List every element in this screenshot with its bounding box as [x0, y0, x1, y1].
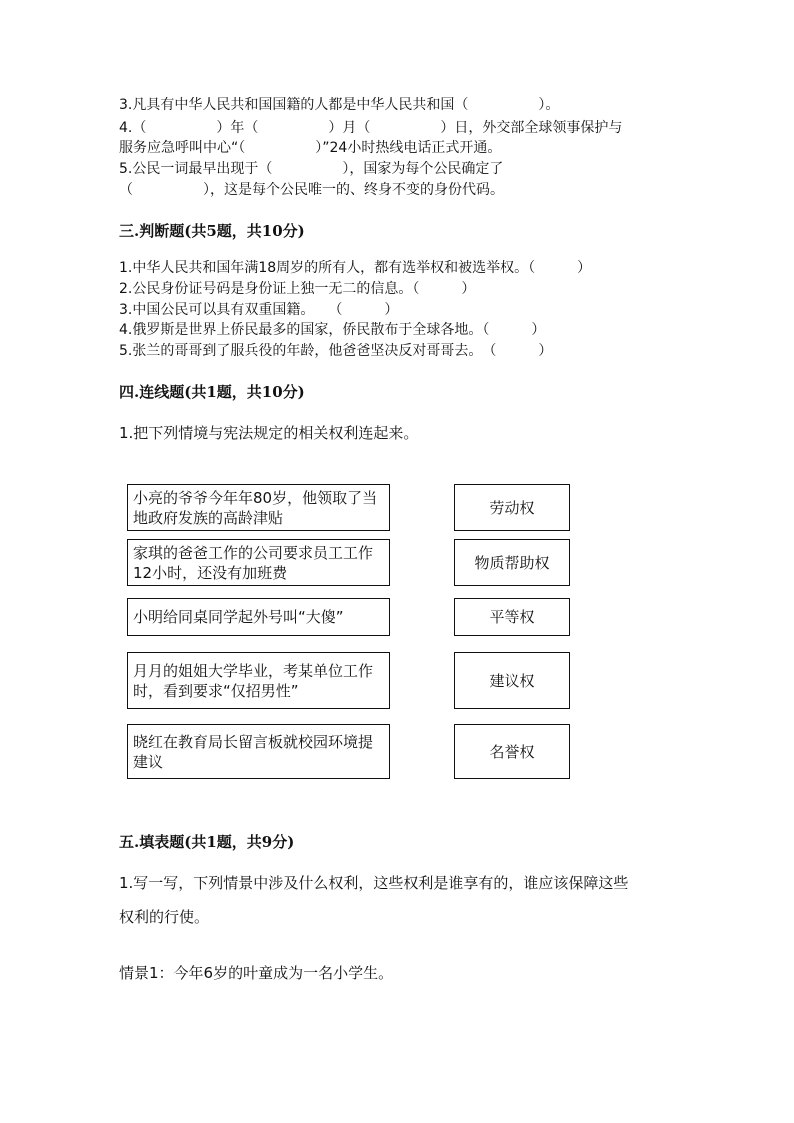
situation-text-1: 小亮的爷爷今年年80岁，他领取了当地政府发族的高龄津贴 [133, 488, 378, 527]
fill-in-item-4-cont: 服务应急呼叫中心“（ ）”24小时热线电话正式开通。 [119, 140, 502, 156]
judgment-item-1: 1.中华人民共和国年满18周岁的所有人，都有选举权和被选举权。（ ） [119, 260, 592, 276]
situation-box-2[interactable] [127, 539, 390, 586]
right-text-2: 物质帮助权 [474, 553, 550, 572]
judgment-item-4: 4.俄罗斯是世界上侨民最多的国家，侨民散布于全球各地。（ ） [119, 322, 546, 338]
matching-heading: 四.连线题(共1题，共10分) [119, 383, 305, 401]
situation-box-4[interactable] [127, 652, 390, 709]
scenario-1: 情景1：今年6岁的叶童成为一名小学生。 [119, 964, 394, 982]
right-text-1: 劳动权 [489, 498, 535, 517]
fill-in-item-4: 4.（ ）年（ ）月（ ）日，外交部全球领事保护与 [119, 120, 623, 136]
right-box-2[interactable] [454, 539, 570, 586]
fill-in-item-5-cont: （ ），这是每个公民唯一的、终身不变的身份代码。 [119, 182, 504, 198]
right-box-3[interactable] [454, 598, 570, 636]
table-question-line-2: 权利的行使。 [119, 908, 210, 926]
right-box-4[interactable] [454, 652, 570, 709]
situation-text-5: 晓红在教育局长留言板就校园环境提建议 [133, 732, 374, 771]
fill-in-item-3: 3.凡具有中华人民共和国国籍的人都是中华人民共和国（ ）。 [119, 97, 560, 113]
situation-box-5[interactable] [127, 724, 390, 779]
table-question-line-1: 1.写一写，下列情景中涉及什么权利，这些权利是谁享有的，谁应该保障这些 [119, 874, 629, 892]
situation-text-3: 小明给同桌同学起外号叫“大傻” [133, 608, 344, 626]
right-box-5[interactable] [454, 724, 570, 779]
judgment-item-2: 2.公民身份证号码是身份证上独一无二的信息。（ ） [119, 281, 476, 297]
situation-box-1[interactable] [127, 484, 390, 531]
right-box-1[interactable] [454, 484, 570, 531]
situation-text-2: 家琪的爸爸工作的公司要求员工工作12小时，还没有加班费 [133, 543, 374, 582]
fill-in-item-5: 5.公民一词最早出现于（ ），国家为每个公民确定了 [119, 161, 504, 177]
right-text-5: 名誉权 [489, 742, 535, 761]
situation-text-4: 月月的姐姐大学毕业，考某单位工作时，看到要求“仅招男性” [133, 661, 374, 700]
judgment-item-5: 5.张兰的哥哥到了服兵役的年龄，他爸爸坚决反对哥哥去。 （ ） [119, 343, 553, 359]
right-text-4: 建议权 [489, 671, 535, 690]
judgment-heading: 三.判断题(共5题，共10分) [119, 222, 305, 240]
matching-question: 1.把下列情境与宪法规定的相关权利连起来。 [119, 424, 419, 442]
judgment-item-3: 3.中国公民可以具有双重国籍。 （ ） [119, 302, 399, 318]
right-text-3: 平等权 [489, 608, 535, 626]
situation-box-3[interactable] [127, 598, 390, 636]
table-heading: 五.填表题(共1题，共9分) [119, 833, 295, 851]
